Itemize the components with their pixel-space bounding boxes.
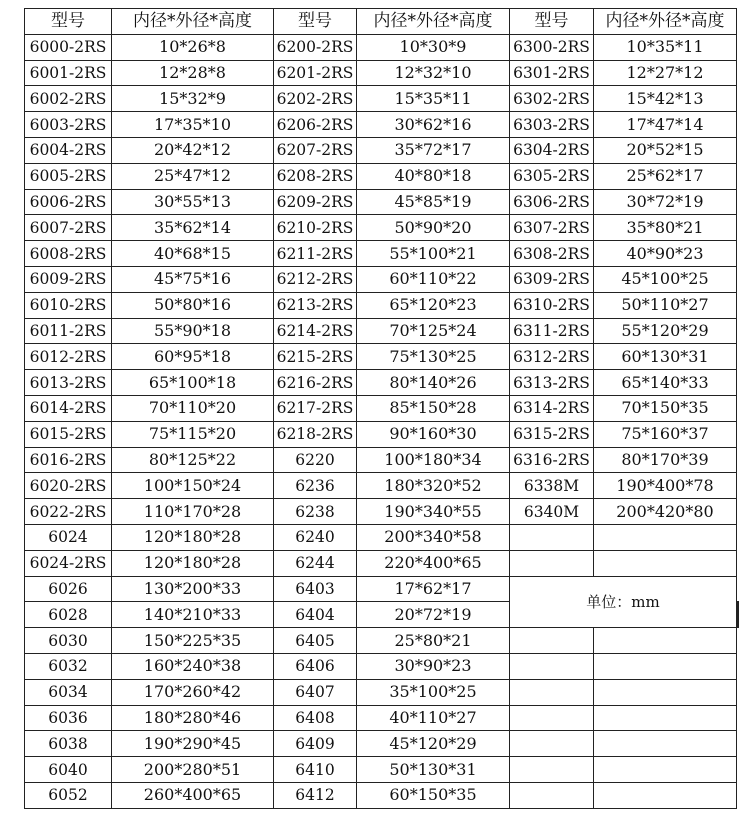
dimension-cell: 40*68*15 [112,241,274,267]
dimension-cell: 60*150*35 [357,782,510,808]
dimension-cell: 30*55*13 [112,189,274,215]
header-model-2: 型号 [274,9,357,35]
dimension-cell: 65*120*23 [357,292,510,318]
dimension-cell: 110*170*28 [112,499,274,525]
dimension-cell: 20*72*19 [357,602,510,628]
dimension-cell: 17*47*14 [594,112,737,138]
model-cell: 6406 [274,653,357,679]
model-cell: 6012-2RS [25,344,112,370]
dimension-cell: 50*90*20 [357,215,510,241]
model-cell: 6209-2RS [274,189,357,215]
dimension-cell: 55*120*29 [594,318,737,344]
model-cell: 6211-2RS [274,241,357,267]
model-cell [510,550,594,576]
dimension-cell: 180*280*46 [112,705,274,731]
model-cell: 6244 [274,550,357,576]
model-cell: 6016-2RS [25,447,112,473]
table-row [25,628,739,654]
dimension-cell: 140*210*33 [112,602,274,628]
dimension-cell [594,705,737,731]
model-cell: 6028 [25,602,112,628]
dimension-cell: 75*115*20 [112,421,274,447]
model-cell: 6010-2RS [25,292,112,318]
model-cell: 6312-2RS [510,344,594,370]
dimension-cell: 200*420*80 [594,499,737,525]
model-cell: 6022-2RS [25,499,112,525]
dimension-cell [594,550,737,576]
dimension-cell [594,757,737,783]
table-row [25,112,739,138]
model-cell: 6304-2RS [510,137,594,163]
model-cell: 6409 [274,731,357,757]
dimension-cell: 45*100*25 [594,266,737,292]
table-row [25,344,739,370]
table-row [25,163,739,189]
dimension-cell: 60*110*22 [357,266,510,292]
dimension-cell: 100*150*24 [112,473,274,499]
dimension-cell: 190*400*78 [594,473,737,499]
model-cell [510,705,594,731]
dimension-cell: 15*42*13 [594,86,737,112]
table-row [25,215,739,241]
table-row [25,550,739,576]
model-cell: 6009-2RS [25,266,112,292]
model-cell: 6206-2RS [274,112,357,138]
model-cell: 6024-2RS [25,550,112,576]
dimension-cell: 20*52*15 [594,137,737,163]
model-cell [510,782,594,808]
table-row [25,370,739,396]
dimension-cell: 45*85*19 [357,189,510,215]
table-row [25,499,739,525]
table-row [25,318,739,344]
model-cell: 6008-2RS [25,241,112,267]
dimension-cell: 30*90*23 [357,653,510,679]
dimension-cell: 190*340*55 [357,499,510,525]
model-cell: 6307-2RS [510,215,594,241]
dimension-cell: 45*120*29 [357,731,510,757]
model-cell: 6011-2RS [25,318,112,344]
dimension-cell: 25*47*12 [112,163,274,189]
dimension-cell: 180*320*52 [357,473,510,499]
model-cell: 6311-2RS [510,318,594,344]
dimension-cell [594,524,737,550]
model-cell: 6208-2RS [274,163,357,189]
model-cell: 6338M [510,473,594,499]
model-cell: 6210-2RS [274,215,357,241]
table-row [25,421,739,447]
dimension-cell: 50*110*27 [594,292,737,318]
header-dimensions-2: 内径*外径*高度 [357,9,510,35]
model-cell: 6052 [25,782,112,808]
model-cell: 6013-2RS [25,370,112,396]
model-cell: 6408 [274,705,357,731]
model-cell: 6026 [25,576,112,602]
table-row [25,34,739,60]
model-cell: 6038 [25,731,112,757]
model-cell: 6238 [274,499,357,525]
dimension-cell: 100*180*34 [357,447,510,473]
model-cell [510,628,594,654]
dimension-cell: 35*62*14 [112,215,274,241]
table-row [25,473,739,499]
dimension-cell: 70*110*20 [112,395,274,421]
dimension-cell: 160*240*38 [112,653,274,679]
dimension-cell: 70*125*24 [357,318,510,344]
dimension-cell [594,653,737,679]
model-cell: 6024 [25,524,112,550]
dimension-cell: 35*100*25 [357,679,510,705]
dimension-cell: 55*100*21 [357,241,510,267]
model-cell: 6004-2RS [25,137,112,163]
dimension-cell: 170*260*42 [112,679,274,705]
model-cell: 6305-2RS [510,163,594,189]
dimension-cell: 85*150*28 [357,395,510,421]
model-cell: 6410 [274,757,357,783]
table-row [25,60,739,86]
dimension-cell: 30*72*19 [594,189,737,215]
dimension-cell: 65*140*33 [594,370,737,396]
model-cell: 6313-2RS [510,370,594,396]
table-row [25,86,739,112]
model-cell [510,524,594,550]
dimension-cell: 20*42*12 [112,137,274,163]
model-cell: 6405 [274,628,357,654]
dimension-cell: 220*400*65 [357,550,510,576]
dimension-cell: 12*27*12 [594,60,737,86]
dimension-cell: 90*160*30 [357,421,510,447]
dimension-cell [594,782,737,808]
model-cell [510,731,594,757]
model-cell: 6202-2RS [274,86,357,112]
dimension-cell: 200*340*58 [357,524,510,550]
model-cell: 6303-2RS [510,112,594,138]
model-cell: 6207-2RS [274,137,357,163]
dimension-cell: 75*130*25 [357,344,510,370]
model-cell: 6240 [274,524,357,550]
dimension-cell: 35*72*17 [357,137,510,163]
dimension-cell: 50*130*31 [357,757,510,783]
model-cell: 6005-2RS [25,163,112,189]
dimension-cell: 65*100*18 [112,370,274,396]
model-cell: 6034 [25,679,112,705]
table-row [25,447,739,473]
dimension-cell [594,731,737,757]
model-cell: 6020-2RS [25,473,112,499]
dimension-cell: 190*290*45 [112,731,274,757]
dimension-cell: 120*180*28 [112,524,274,550]
dimension-cell: 60*95*18 [112,344,274,370]
dimension-cell: 60*130*31 [594,344,737,370]
table-row [25,137,739,163]
dimension-cell: 10*30*9 [357,34,510,60]
table-row [25,576,739,602]
model-cell: 6001-2RS [25,60,112,86]
model-cell: 6301-2RS [510,60,594,86]
model-cell: 6404 [274,602,357,628]
table-row [25,241,739,267]
header-dimensions-3: 内径*外径*高度 [594,9,737,35]
table-row [25,731,739,757]
model-cell: 6214-2RS [274,318,357,344]
dimension-cell: 10*35*11 [594,34,737,60]
model-cell: 6218-2RS [274,421,357,447]
dimension-cell: 17*62*17 [357,576,510,602]
model-cell: 6213-2RS [274,292,357,318]
dimension-cell: 35*80*21 [594,215,737,241]
model-cell: 6007-2RS [25,215,112,241]
dimension-cell [594,679,737,705]
dimension-cell: 25*62*17 [594,163,737,189]
model-cell: 6201-2RS [274,60,357,86]
model-cell: 6032 [25,653,112,679]
dimension-cell: 80*125*22 [112,447,274,473]
dimension-cell: 120*180*28 [112,550,274,576]
model-cell: 6309-2RS [510,266,594,292]
table-row [25,782,739,808]
model-cell: 6036 [25,705,112,731]
model-cell: 6003-2RS [25,112,112,138]
model-cell: 6216-2RS [274,370,357,396]
model-cell: 6236 [274,473,357,499]
header-row [25,9,739,35]
dimension-cell: 200*280*51 [112,757,274,783]
table-row [25,395,739,421]
dimension-cell: 150*225*35 [112,628,274,654]
table-row [25,653,739,679]
model-cell: 6302-2RS [510,86,594,112]
model-cell: 6407 [274,679,357,705]
dimension-cell: 12*28*8 [112,60,274,86]
model-cell: 6300-2RS [510,34,594,60]
table-row [25,524,739,550]
header-model-3: 型号 [510,9,594,35]
model-cell: 6412 [274,782,357,808]
model-cell: 6015-2RS [25,421,112,447]
dimension-cell: 10*26*8 [112,34,274,60]
model-cell: 6315-2RS [510,421,594,447]
model-cell: 6000-2RS [25,34,112,60]
model-cell: 6403 [274,576,357,602]
dimension-cell [594,628,737,654]
dimension-cell: 130*200*33 [112,576,274,602]
bearing-spec-table [24,8,739,809]
table-row [25,292,739,318]
header-model-1: 型号 [25,9,112,35]
dimension-cell: 25*80*21 [357,628,510,654]
model-cell: 6200-2RS [274,34,357,60]
dimension-cell: 45*75*16 [112,266,274,292]
dimension-cell: 15*35*11 [357,86,510,112]
model-cell: 6308-2RS [510,241,594,267]
dimension-cell: 40*110*27 [357,705,510,731]
dimension-cell: 30*62*16 [357,112,510,138]
dimension-cell: 40*80*18 [357,163,510,189]
model-cell: 6215-2RS [274,344,357,370]
table-row [25,679,739,705]
table-row [25,757,739,783]
model-cell [510,679,594,705]
model-cell [510,757,594,783]
table-row [25,266,739,292]
table-row [25,705,739,731]
dimension-cell: 75*160*37 [594,421,737,447]
dimension-cell: 50*80*16 [112,292,274,318]
dimension-cell: 12*32*10 [357,60,510,86]
model-cell: 6002-2RS [25,86,112,112]
dimension-cell: 15*32*9 [112,86,274,112]
dimension-cell: 17*35*10 [112,112,274,138]
dimension-cell: 260*400*65 [112,782,274,808]
table-body [25,34,739,808]
model-cell: 6014-2RS [25,395,112,421]
model-cell: 6217-2RS [274,395,357,421]
model-cell [510,653,594,679]
model-cell: 6316-2RS [510,447,594,473]
model-cell: 6340M [510,499,594,525]
model-cell: 6310-2RS [510,292,594,318]
model-cell: 6006-2RS [25,189,112,215]
model-cell: 6030 [25,628,112,654]
dimension-cell: 80*170*39 [594,447,737,473]
dimension-cell: 70*150*35 [594,395,737,421]
model-cell: 6220 [274,447,357,473]
model-cell: 6040 [25,757,112,783]
dimension-cell: 80*140*26 [357,370,510,396]
model-cell: 6306-2RS [510,189,594,215]
model-cell: 6212-2RS [274,266,357,292]
header-dimensions-1: 内径*外径*高度 [112,9,274,35]
dimension-cell: 40*90*23 [594,241,737,267]
model-cell: 6314-2RS [510,395,594,421]
dimension-cell [738,602,739,628]
dimension-cell: 55*90*18 [112,318,274,344]
table-row [25,189,739,215]
unit-note: 单位：mm [510,576,737,628]
